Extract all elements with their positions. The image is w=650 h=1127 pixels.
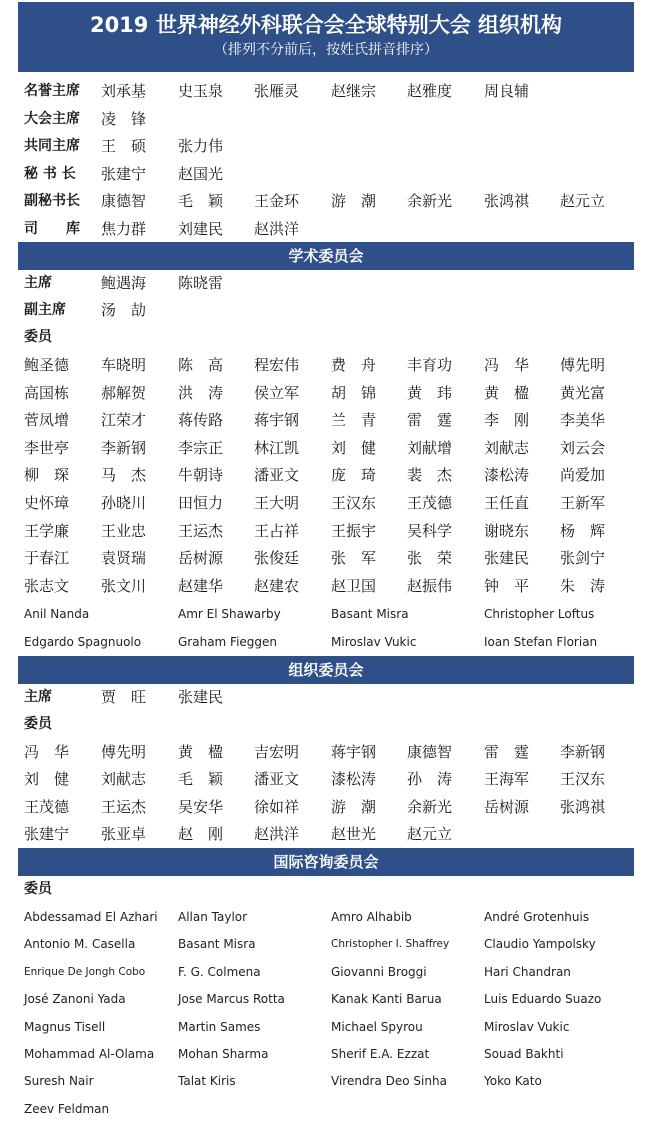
person-name: Virendra Deo Sinha: [331, 1074, 447, 1089]
role-label: 委员: [24, 716, 52, 732]
person-name: 张鸿祺: [484, 192, 530, 210]
person-name: 王运杰: [178, 521, 224, 540]
person-name: 蒋宇钢: [331, 743, 377, 761]
person-name: F. G. Colmena: [178, 964, 261, 979]
person-name: 孙晓川: [101, 494, 147, 512]
person-name: 刘献志: [101, 770, 147, 789]
person-name: 侯立军: [254, 383, 300, 402]
person-name: 王业忠: [101, 521, 147, 540]
person-name: 康德智: [407, 743, 453, 761]
person-name: 傅先明: [560, 356, 606, 374]
person-name: 庞 琦: [331, 466, 377, 485]
person-name: 费 舟: [331, 356, 377, 374]
page-title: 2019 世界神经外科联合会全球特别大会 组织机构: [89, 13, 563, 37]
organizing-member-row: [0, 739, 650, 765]
person-name: 高国栋: [24, 383, 70, 402]
international-committee-header: 国际咨询委员会: [18, 848, 634, 876]
academic-chair-row: [0, 270, 650, 296]
international-member-row: [0, 931, 650, 957]
person-name: 吴安华: [178, 797, 224, 816]
officer-row: [0, 106, 650, 132]
person-name: Mohan Sharma: [178, 1047, 269, 1061]
person-name: 王海军: [484, 770, 530, 789]
page-subtitle: （排列不分前后，按姓氏拼音排序）: [214, 42, 438, 58]
person-name: Abdessamad El Azhari: [24, 910, 158, 924]
person-name: Yoko Kato: [484, 1074, 542, 1089]
person-name: 张 军: [331, 549, 377, 568]
person-name: 鲍遇海: [101, 274, 147, 292]
person-name: Mohammad Al-Olama: [24, 1047, 155, 1061]
person-name: 王新军: [560, 494, 606, 512]
person-name: 裴 杰: [407, 466, 453, 485]
person-name: 赵元立: [560, 192, 606, 210]
person-name: 康德智: [101, 192, 147, 210]
person-name: 赵洪洋: [254, 219, 300, 238]
international-member-row: [0, 904, 650, 930]
person-name: 黄 玮: [407, 383, 453, 402]
person-name: 漆松涛: [331, 770, 377, 789]
role-label: 委员: [24, 329, 52, 345]
academic-committee-header: 学术委员会: [18, 242, 634, 270]
person-name: 周良辅: [484, 82, 530, 100]
person-name: 漆松涛: [484, 466, 530, 485]
person-name: 王学廉: [24, 521, 70, 540]
person-name: 雷 霆: [484, 743, 530, 761]
person-name: 张 荣: [407, 549, 453, 568]
person-name: André Grotenhuis: [484, 910, 590, 924]
person-name: 钟 平: [484, 576, 530, 595]
person-name: Suresh Nair: [24, 1074, 94, 1089]
person-name: 于春江: [24, 549, 70, 568]
academic-vice-chair-row: [0, 297, 650, 323]
person-name: 徐如祥: [254, 797, 300, 816]
person-name: Miroslav Vukic: [331, 634, 417, 649]
academic-member-row: [0, 380, 650, 406]
academic-intl-member-row: [0, 629, 650, 655]
person-name: 冯 华: [24, 743, 70, 761]
person-name: 王运杰: [101, 797, 147, 816]
person-name: 菅凤增: [24, 411, 70, 430]
person-name: 江荣才: [101, 411, 147, 430]
person-name: 王金环: [254, 192, 300, 210]
person-name: 汤 劼: [101, 301, 147, 319]
organizing-member-row: [0, 821, 650, 847]
person-name: 黄 楹: [484, 383, 530, 402]
person-name: 李新钢: [560, 743, 606, 761]
person-name: 张文川: [101, 576, 147, 595]
person-name: 马 杰: [101, 466, 147, 485]
person-name: 胡 锦: [331, 383, 377, 402]
person-name: 赵世光: [331, 824, 377, 843]
person-name: 黄光富: [560, 383, 606, 402]
person-name: 张志文: [24, 576, 70, 595]
person-name: 袁贤瑞: [101, 549, 147, 568]
person-name: 陈 高: [178, 356, 224, 374]
academic-member-row: [0, 518, 650, 544]
international-member-row: [0, 1014, 650, 1040]
person-name: 郝解贺: [101, 383, 147, 402]
person-name: 王振宇: [331, 521, 377, 540]
person-name: Luis Eduardo Suazo: [484, 992, 602, 1007]
person-name: 李宗正: [178, 438, 224, 457]
officer-role-label: 大会主席: [24, 110, 80, 127]
person-name: Amr El Shawarby: [178, 607, 281, 621]
person-name: Allan Taylor: [178, 910, 248, 924]
person-name: Michael Spyrou: [331, 1019, 423, 1034]
person-name: Graham Fieggen: [178, 634, 278, 649]
person-name: Anil Nanda: [24, 607, 90, 621]
person-name: 刘献增: [407, 438, 453, 457]
person-name: 柳 琛: [24, 466, 70, 485]
person-name: Edgardo Spagnuolo: [24, 634, 142, 649]
academic-member-row: [0, 407, 650, 433]
person-name: 赵国光: [178, 164, 224, 183]
person-name: 吴科学: [407, 521, 453, 540]
person-name: 张建宁: [24, 824, 70, 843]
person-name: 洪 涛: [178, 383, 224, 402]
officer-row: [0, 216, 650, 242]
officer-row: [0, 188, 650, 214]
person-name: 刘云会: [560, 438, 606, 457]
person-name: Hari Chandran: [484, 964, 571, 979]
person-name: Talat Kiris: [178, 1074, 236, 1089]
academic-member-row: [0, 490, 650, 516]
international-member-row: [0, 959, 650, 985]
person-name: 刘献志: [484, 438, 530, 457]
person-name: 张建民: [178, 688, 224, 706]
person-name: Ioan Stefan Florian: [484, 634, 598, 649]
person-name: Magnus Tisell: [24, 1019, 106, 1034]
person-name: 陈晓雷: [178, 274, 224, 292]
person-name: 张建宁: [101, 164, 147, 183]
person-name: 赵元立: [407, 824, 453, 843]
person-name: Souad Bakhti: [484, 1047, 564, 1061]
person-name: 赵雅度: [407, 82, 453, 100]
international-member-row: [0, 1041, 650, 1067]
person-name: 余新光: [407, 192, 453, 210]
academic-members-label-row: [0, 324, 650, 350]
person-name: 谢晓东: [484, 521, 530, 540]
person-name: 王茂德: [24, 797, 70, 816]
person-name: 贾 旺: [101, 688, 147, 706]
officer-role-label: 共同主席: [24, 138, 80, 154]
person-name: 游 潮: [331, 797, 377, 816]
person-name: 张俊廷: [254, 549, 300, 568]
person-name: Jose Marcus Rotta: [178, 992, 285, 1007]
officer-role-label: 副秘书长: [24, 193, 80, 209]
person-name: Basant Misra: [178, 937, 256, 952]
person-name: 张鸿祺: [560, 797, 606, 816]
person-name: 李 刚: [484, 411, 530, 430]
officer-role-label: 秘 书 长: [24, 165, 76, 182]
person-name: Sherif E.A. Ezzat: [331, 1047, 430, 1061]
person-name: 刘建民: [178, 219, 224, 238]
person-name: Giovanni Broggi: [331, 964, 427, 979]
person-name: Amro Alhabib: [331, 910, 412, 924]
person-name: 王茂德: [407, 494, 453, 512]
person-name: 毛 颖: [178, 770, 224, 789]
person-name: 王大明: [254, 494, 300, 512]
person-name: 朱 涛: [560, 576, 606, 595]
person-name: 王任直: [484, 494, 530, 512]
person-name: Christopher Loftus: [484, 607, 595, 621]
person-name: 游 潮: [331, 192, 377, 210]
person-name: 岳树源: [484, 797, 530, 816]
person-name: 张亚卓: [101, 824, 147, 843]
organizing-member-row: [0, 766, 650, 792]
international-members-label-row: [0, 876, 650, 902]
person-name: 吉宏明: [254, 743, 300, 761]
international-member-row: [0, 1096, 650, 1122]
role-label: 主席: [24, 689, 52, 705]
person-name: 程宏伟: [254, 356, 300, 374]
person-name: 赵 刚: [178, 824, 224, 843]
person-name: 牛朝诗: [178, 466, 224, 485]
person-name: 凌 锋: [101, 109, 147, 128]
person-name: 刘 健: [24, 770, 70, 789]
academic-intl-member-row: [0, 601, 650, 627]
officer-row: [0, 133, 650, 159]
person-name: Claudio Yampolsky: [484, 937, 596, 952]
role-label: 委员: [24, 881, 52, 897]
person-name: 焦力群: [101, 219, 147, 238]
person-name: 王 硕: [101, 137, 147, 155]
person-name: Enrique De Jongh Cobo: [24, 965, 146, 978]
international-member-row: [0, 1068, 650, 1094]
person-name: José Zanoni Yada: [24, 992, 126, 1007]
person-name: 李美华: [560, 411, 606, 430]
role-label: 主席: [24, 275, 52, 291]
person-name: Christopher I. Shaffrey: [331, 938, 450, 951]
person-name: 王占祥: [254, 521, 300, 540]
person-name: 余新光: [407, 797, 453, 816]
person-name: Basant Misra: [331, 607, 409, 621]
person-name: 史怀璋: [24, 494, 70, 512]
person-name: 赵继宗: [331, 82, 377, 100]
person-name: 车晓明: [101, 356, 147, 374]
role-label: 副主席: [24, 302, 66, 318]
person-name: 李世亭: [24, 438, 70, 457]
person-name: Antonio M. Casella: [24, 937, 136, 952]
person-name: 李新钢: [101, 438, 147, 457]
person-name: Miroslav Vukic: [484, 1019, 570, 1034]
person-name: 岳树源: [178, 549, 224, 568]
person-name: 王汉东: [331, 494, 377, 512]
person-name: 雷 霆: [407, 411, 453, 430]
person-name: 赵振伟: [407, 576, 453, 595]
person-name: 张力伟: [178, 137, 224, 155]
person-name: 赵建农: [254, 576, 300, 595]
academic-member-row: [0, 462, 650, 488]
person-name: Kanak Kanti Barua: [331, 992, 442, 1007]
international-member-row: [0, 986, 650, 1012]
person-name: 赵卫国: [331, 576, 377, 595]
person-name: 孙 涛: [407, 770, 453, 789]
person-name: 傅先明: [101, 743, 147, 761]
organizing-member-row: [0, 794, 650, 820]
organizing-chair-row: [0, 684, 650, 710]
person-name: Zeev Feldman: [24, 1101, 110, 1116]
title-banner: [18, 2, 634, 72]
person-name: 史玉泉: [178, 82, 224, 100]
person-name: 刘承基: [101, 82, 147, 100]
person-name: 兰 青: [331, 411, 377, 430]
academic-member-row: [0, 573, 650, 599]
person-name: 黄 楹: [178, 743, 224, 761]
academic-member-row: [0, 545, 650, 571]
person-name: 田恒力: [178, 494, 224, 512]
academic-member-row: [0, 352, 650, 378]
person-name: 毛 颖: [178, 192, 224, 210]
organizing-committee-header: 组织委员会: [18, 656, 634, 684]
person-name: Martin Sames: [178, 1019, 261, 1034]
person-name: 鲍圣德: [24, 356, 70, 374]
person-name: 张建民: [484, 549, 530, 568]
academic-member-row: [0, 435, 650, 461]
person-name: 尚爱加: [560, 466, 606, 485]
person-name: 张雁灵: [254, 82, 300, 100]
person-name: 丰育功: [407, 356, 453, 374]
person-name: 蒋宇钢: [254, 411, 300, 430]
person-name: 赵洪洋: [254, 824, 300, 843]
person-name: 林江凯: [254, 438, 300, 457]
person-name: 冯 华: [484, 356, 530, 374]
person-name: 王汉东: [560, 770, 606, 789]
person-name: 潘亚文: [254, 466, 300, 485]
officer-row: [0, 161, 650, 187]
officer-role-label: 名誉主席: [24, 83, 80, 99]
organizing-members-label-row: [0, 711, 650, 737]
officer-row: [0, 78, 650, 104]
person-name: 潘亚文: [254, 770, 300, 789]
person-name: 赵建华: [178, 576, 224, 595]
person-name: 蒋传路: [178, 411, 224, 430]
person-name: 张剑宁: [560, 549, 606, 568]
person-name: 杨 辉: [560, 521, 606, 540]
person-name: 刘 健: [331, 438, 377, 457]
officer-role-label: 司 库: [24, 220, 80, 237]
